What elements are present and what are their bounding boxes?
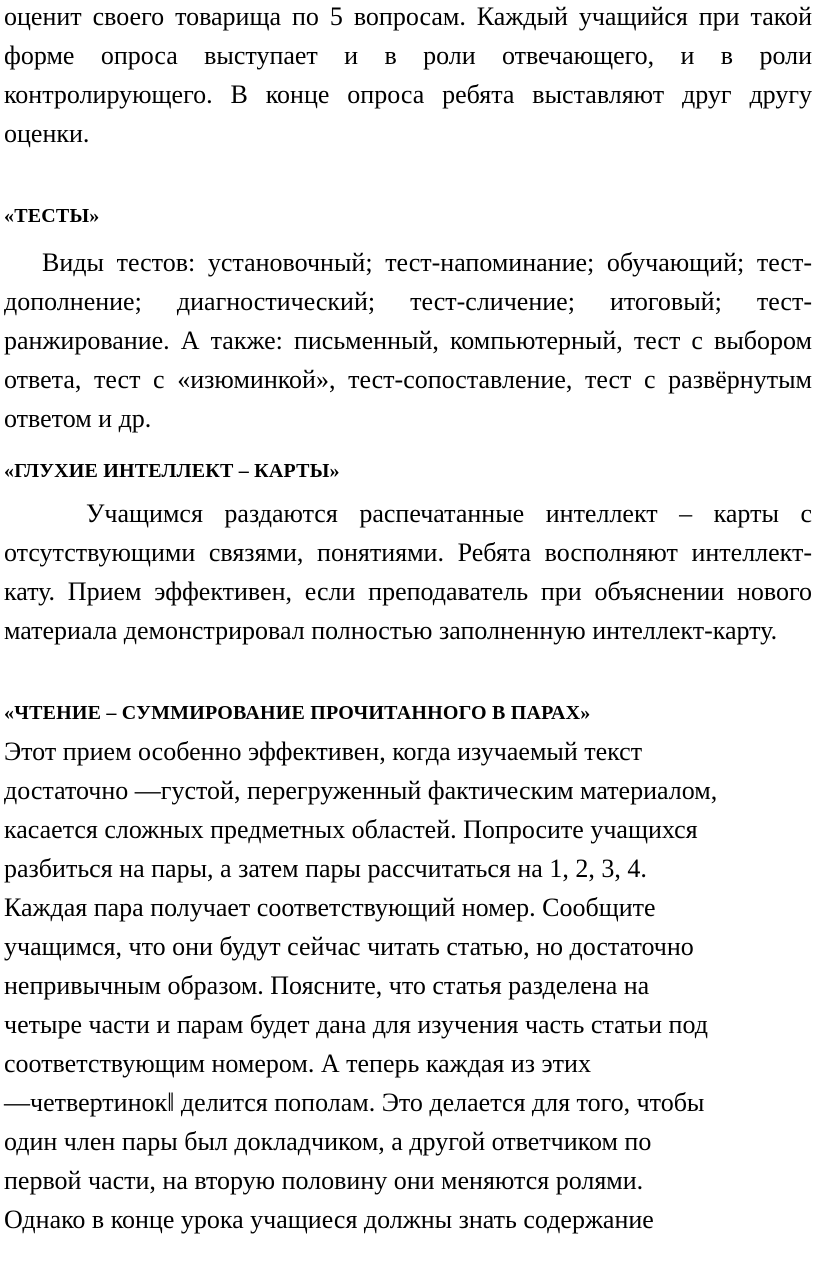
- reading-pairs-paragraph: [4, 732, 812, 1239]
- tests-paragraph: Виды тестов: установочный; тест-напоминание; обучающий; тест-дополнение; диагностический; тест-сличение; итоговый; тест-ранжирование. А также: письменный, компьютерный, тест с выбором ответа, тест с «изюминкой», тест-сопоставление, тест с развёрнутым ответом и др.: [4, 248, 812, 433]
- text-line: Однако в конце урока учащиеся должны знать содержание: [4, 1205, 654, 1234]
- reading-pairs-heading: «ЧТЕНИЕ – СУММИРОВАНИЕ ПРОЧИТАННОГО В ПАРАХ»: [4, 702, 591, 724]
- text-line: разбиться на пары, а затем пары рассчитаться на 1, 2, 3, 4.: [4, 854, 647, 883]
- text-line: непривычным образом. Поясните, что статья разделена на: [4, 971, 650, 1000]
- intro-paragraph: оценит своего товарища по 5 вопросам. Каждый учащийся при такой форме опроса выступает и в роли отвечающего, и в роли контролирующего. В конце опроса ребята выставляют друг другу оценки.: [4, 2, 812, 148]
- text-line: один член пары был докладчиком, а другой ответчиком по: [4, 1127, 652, 1156]
- text-line: достаточно ―густой, перегруженный фактическим материалом,: [4, 776, 718, 805]
- text-line: соответствующим номером. А теперь каждая из этих: [4, 1049, 591, 1078]
- text-line: первой части, на вторую половину они меняются ролями.: [4, 1166, 644, 1195]
- intellect-maps-paragraph: Учащимся раздаются распечатанные интеллект – карты с отсутствующими связями, понятиями. Ребята восполняют интеллект-кату. Прием эффективен, если преподаватель при объяснении нового материала демонстрировал полностью заполненную интеллект-карту.: [4, 499, 812, 645]
- tests-heading: «ТЕСТЫ»: [4, 205, 100, 227]
- text-line: ―четвертинок‖ делится пополам. Это делается для того, чтобы: [4, 1088, 705, 1117]
- text-line: касается сложных предметных областей. Попросите учащихся: [4, 815, 698, 844]
- text-line: Каждая пара получает соответствующий номер. Сообщите: [4, 893, 656, 922]
- text-line: четыре части и парам будет дана для изучения часть статьи под: [4, 1010, 708, 1039]
- intellect-maps-heading: «ГЛУХИЕ ИНТЕЛЛЕКТ – КАРТЫ»: [4, 460, 340, 482]
- text-line: Этот прием особенно эффективен, когда изучаемый текст: [4, 737, 643, 766]
- text-line: учащимся, что они будут сейчас читать статью, но достаточно: [4, 932, 694, 961]
